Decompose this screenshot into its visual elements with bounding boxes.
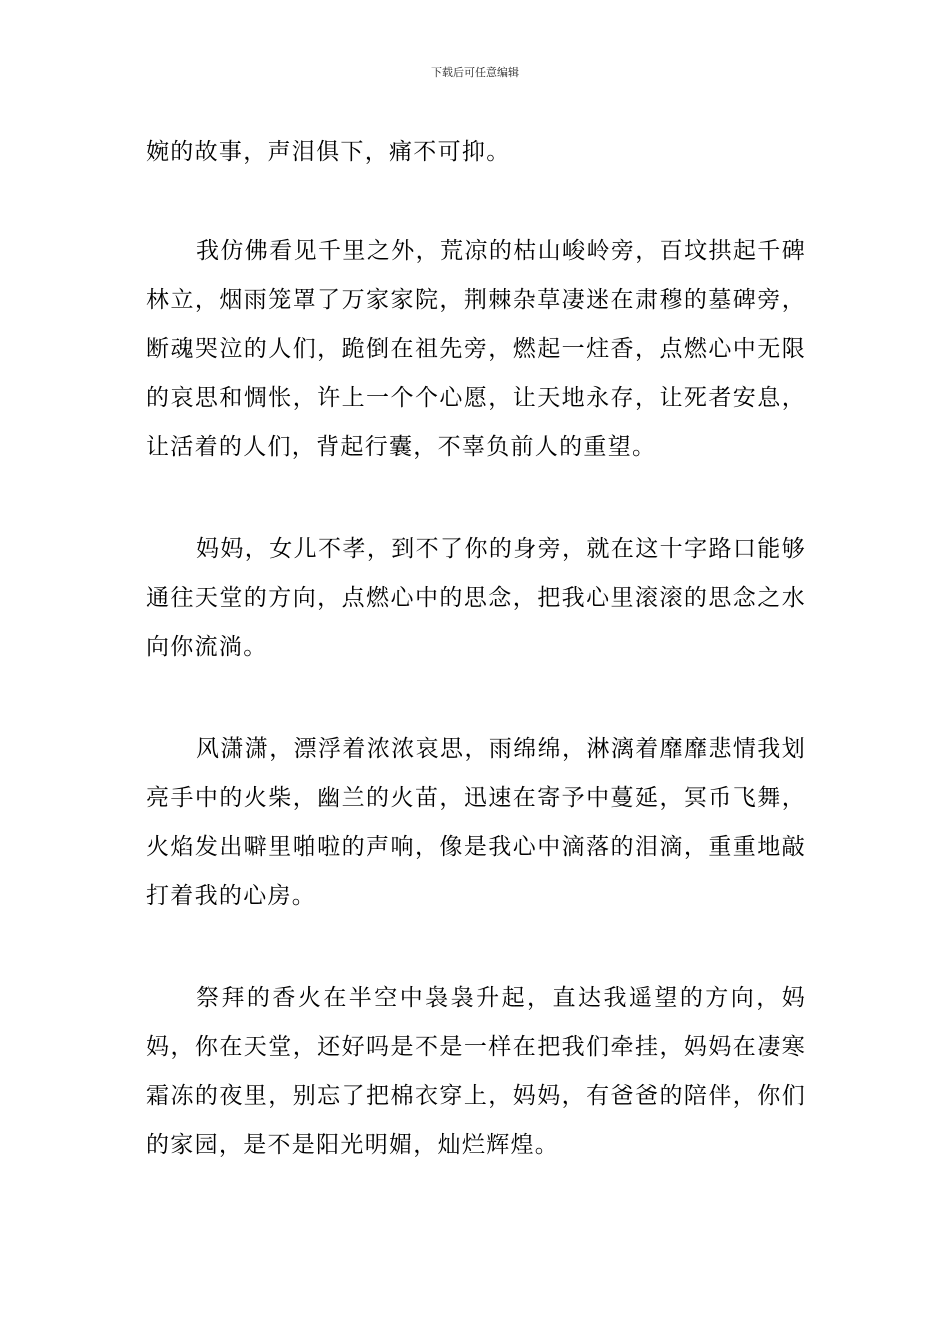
paragraph-2: 我仿佛看见千里之外，荒凉的枯山峻岭旁，百坟拱起千碑林立，烟雨笼罩了万家家院，荆棘杂草凄迷在肃穆的墓碑旁，断魂哭泣的人们，跪倒在祖先旁，燃起一炷香，点燃心中无限的哀思和惆怅，许上一个个心愿，让天地永存，让死者安息，让活着的人们，背起行囊，不辜负前人的重望。 <box>146 238 806 460</box>
paragraph-1: 婉的故事，声泪俱下，痛不可抑。 <box>146 139 511 165</box>
document-body <box>146 128 806 1170</box>
paragraph-4: 风潇潇，漂浮着浓浓哀思，雨绵绵，淋漓着靡靡悲情我划亮手中的火柴，幽兰的火苗，迅速在寄予中蔓延，冥币飞舞，火焰发出噼里啪啦的声响，像是我心中滴落的泪滴，重重地敲打着我的心房。 <box>146 736 806 909</box>
paragraph-spacer <box>146 921 806 974</box>
paragraph-spacer <box>146 472 806 525</box>
paragraph-5: 祭拜的香火在半空中袅袅升起，直达我遥望的方向，妈妈，你在天堂，还好吗是不是一样在把我们牵挂，妈妈在凄寒霜冻的夜里，别忘了把棉衣穿上，妈妈，有爸爸的陪伴，你们的家园，是不是阳光明媚，灿烂辉煌。 <box>146 985 806 1158</box>
page-header: 下载后可任意编辑 <box>431 66 519 79</box>
paragraph-3: 妈妈，女儿不孝，到不了你的身旁，就在这十字路口能够通往天堂的方向，点燃心中的思念，把我心里滚滚的思念之水向你流淌。 <box>146 536 806 660</box>
paragraph-spacer <box>146 177 806 227</box>
paragraph-spacer <box>146 672 806 725</box>
